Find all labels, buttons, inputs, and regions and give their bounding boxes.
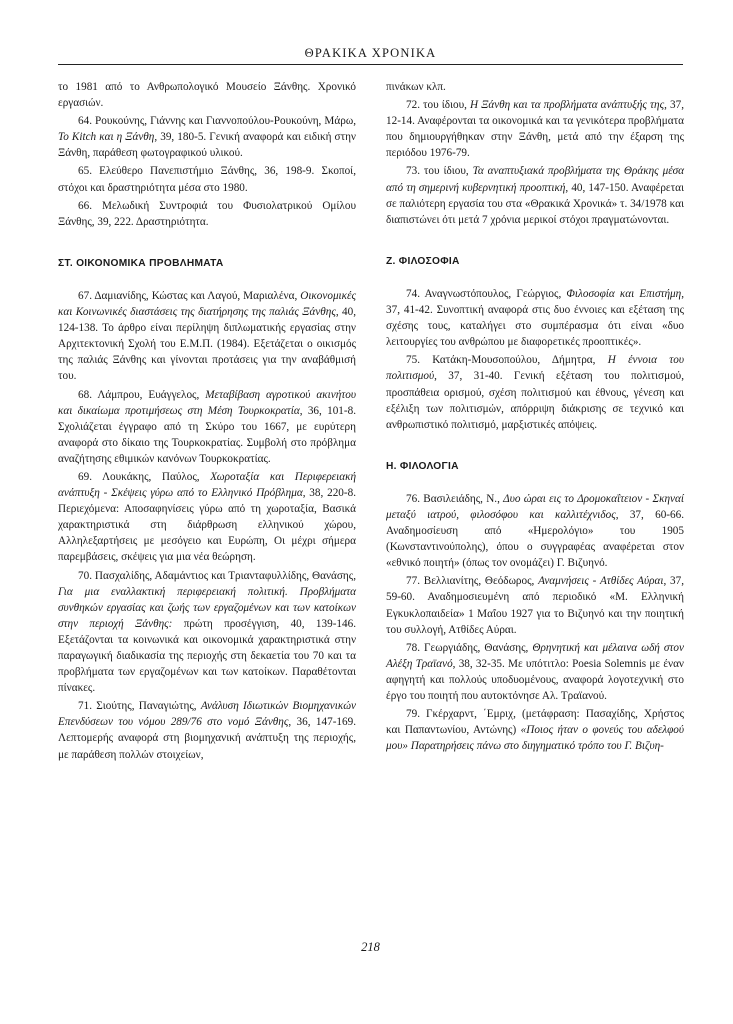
bibliography-entry [58, 568, 356, 697]
bibliography-entry [58, 288, 356, 385]
running-head: ΘΡΑΚΙΚΑ ΧΡΟΝΙΚΑ [304, 46, 437, 60]
entry-title: Δυο ώραι εις το Δρομοκαΐτειον - Σκηναί μεταξύ ιατρού, φιλοσόφου και καλλιτέχνιδος [386, 492, 684, 521]
entry-title: Το Kitch και η Ξάνθη [58, 131, 155, 144]
bibliography-entry [58, 469, 356, 566]
header-rule [58, 64, 683, 65]
entry-title: Χωροταξία και Περιφερειακή ανάπτυξη - Σκέψεις γύρω από το Ελληνικό Πρόβλημα [58, 470, 356, 500]
bibliography-entry [386, 706, 684, 754]
bibliography-entry [386, 163, 684, 227]
entry-title: Ανάλυση Ιδιωτικών Βιομηχανικών Επενδύσεων του νόμου 289/76 στο νομό Ξάνθης [58, 700, 356, 729]
entry-description: πρώτη προσέγγιση, 40, 139-146. Εξετάζονται τα κοινωνικά και οικονομικά χαρακτηριστικά στην παραγωγική διαδικασία της περιοχής στη δεκαετία του 70 και τα προβλήματα των εργαζομένων και των κατοίκων. Παραθέτονται πίνακες. [58, 617, 357, 695]
bibliography-entry [386, 640, 684, 704]
entry-author: 72. του ίδιου, [406, 99, 471, 112]
entry-title: Η Ξάνθη και τα προβλήματα ανάπτυξής της [470, 99, 665, 112]
entry-description: , 36, 101-8. Σχολιάζεται έγγραφο από τη Σκύρο του 1667, με ευρύτερη αναφορά στο δίκαιο της Τουρκοκρατίας. Συμβολή στο πρόβλημα αναζήτησης εθιμικών κανόνων Τουρκοκρατίας. [58, 404, 356, 465]
entry-author: 69. Λουκάκης, Παύλος, [78, 470, 211, 483]
right-column [386, 79, 684, 754]
bibliography-entry [58, 198, 356, 230]
entry-description: , 36, 147-169. Λεπτομερής αναφορά στη βιομηχανική ανάπτυξη της περιοχής, με παράθεση πολλών στοιχείων, [58, 716, 356, 761]
entry-author: 79. Γκέρχαρντ, ΄Εμριχ, (μετάφραση: Πασαχίδης, Χρήστος και Παπαντωνίου, Αντώνης) [386, 708, 684, 737]
bibliography-entry [386, 491, 684, 571]
bibliography-entry [386, 97, 684, 161]
entry-description: , 37, 41-42. Συνοπτική αναφορά στις δυο έννοιες και εξέταση της σχέσης τους, καταλήγει στο συμπέρασμα ότι είναι «δυο λειτουργίες του ανθρώπου με διαφορετικές προοπτικές». [386, 287, 684, 349]
entry-author: 70. Πασχαλίδης, Αδαμάντιος και Τριανταφυλλίδης, Θανάσης, [78, 569, 356, 582]
entry-description: , 37, 59-60. Αναδημοσιευμένη από περιοδικό «Μ. Ελληνική Εγκυκλοπαιδεία» 1 Μαΐου 1927 για το Βιζυηνό και την ποιητική του συλλογή, Ατθίδες Αύραι. [386, 575, 684, 636]
entry-description: , 38, 220-8. Περιεχόμενα: Αποσαφηνίσεις γύρω από τη χωροταξία, Βασικά χαρακτηριστικά στη διάρθρωση ελληνικού χώρου, Αλληλεξαρτήσεις με μεσόγειο και Ευρώπη, Οι μέχρι σήμερα παρεμβάσεις, σκέψεις για μια νέα θεώρηση. [58, 487, 356, 564]
page-number: 218 [361, 940, 380, 954]
entry-title: Η έννοια του πολιτισμού [386, 354, 684, 383]
bibliography-entry [58, 698, 356, 762]
bibliography-entry [386, 286, 684, 350]
entry-description: , 37, 12-14. Αναφέρονται τα οικονομικά και τα γενικότερα προβλήματα που δημιουργήθηκαν στην Ξάνθη, μετά από την έξαρση της περιόδου 1976-79. [386, 99, 684, 160]
entry-description: , 37, 31-40. Γενική εξέταση του πολιτισμού, προσπάθεια ορισμού, σχέση πολιτισμού και έθνους, γένεση και εξέλιξη των πολιτισμών, απόρριψη διάκρισης σε τεχνικό και ανθρωπιστικό πολιτισμό, μαρξιστικές απόψεις. [386, 370, 684, 431]
entry-description: , 40, 147-150. Αναφέρεται σε παλιότερη εργασία του στα «Θρακικά Χρονικά» τ. 34/1978 και διαπιστώνει ότι μετά 7 χρόνια μερικοί στόχοι πραγματώνονται. [386, 181, 684, 226]
bibliography-entry [58, 163, 356, 195]
entry-description: , 39, 180-5. Γενική αναφορά και ειδική στην Ξάνθη, παράθεση φωτογραφικού υλικού. [58, 131, 356, 160]
continued-text: το 1981 από το Ανθρωπολογικό Μουσείο Ξάνθης. Χρονικό εργασιών. [58, 81, 356, 110]
continued-text: πινάκων κλπ. [386, 81, 446, 93]
bibliography-entry [58, 113, 356, 161]
entry-description: , 40, 124-138. Το άρθρο είναι περίληψη διπλωματικής εργασίας στην Αρχιτεκτονική Σχολή του Ε.Μ.Π. (1984). Εξετάζεται ο οικισμός της παλιάς Ξάνθης και γίνονται προτάσεις για την αναβάθμισή του. [58, 306, 356, 383]
entry-title: Φιλοσοφία και Επιστήμη [566, 287, 682, 300]
entry-author: 64. Ρουκούνης, Γιάννης και Γιαννοπούλου-Ρουκούνη, Μάρω, [78, 115, 356, 128]
bibliography-entry [386, 573, 684, 637]
entry-description: , 38, 32-35. Με υπότιτλο: Poesia Solemnis με έναν αφηγητή και πολλούς υποδυομένους, αναφορά λογοτεχνική στο έργο του ποιητή που αυτοκτόνησε Αλ. Τραϊανού. [386, 657, 684, 702]
entry-author: 78. Γεωργιάδης, Θανάσης, [406, 641, 533, 654]
entry-title: Για μια εναλλακτική περιφερειακή πολιτική. Προβλήματα συνθηκών εργασίας και ζωής των εργαζομένων και των κατοίκων στην περιοχή Ξάνθης: [58, 585, 356, 630]
entry-title: Αναμνήσεις - Ατθίδες Αύραι [538, 575, 664, 588]
section-heading: Ζ. ΦΙΛΟΣΟΦΙΑ [386, 255, 460, 267]
entry-author: 68. Λάμπρου, Ευάγγελος, [78, 388, 206, 401]
entry-title: Τα αναπτυξιακά προβλήματα της Θράκης μέσα από τη σημερινή κυβερνητική προοπτική [386, 165, 684, 194]
section-heading: Η. ΦΙΛΟΛΟΓΙΑ [386, 460, 459, 472]
entry-title: Οικονομικές και Κοινωνικές διαστάσεις της διατήρησης της παλιάς Ξάνθης [58, 289, 356, 319]
entry-author: 65. Ελεύθερο Πανεπιστήμιο Ξάνθης, 36, 198-9. Σκοποί, στόχοι και δραστηριότητα μέσα στο 1980. [58, 165, 356, 194]
entry-title: «Ποιος ήταν ο φονεύς του αδελφού μου» Παρατηρήσεις πάνω στο διηγηματικό τρόπο του Γ. Βιζυη- [386, 724, 685, 753]
left-column [58, 79, 356, 763]
entry-author: 77. Βελλιανίτης, Θεόδωρος, [406, 575, 539, 588]
entry-author: 75. Κατάκη-Μουσοπούλου, Δήμητρα, [406, 354, 608, 367]
section-heading: ΣΤ. ΟΙΚΟΝΟΜΙΚΑ ΠΡΟΒΛΗΜΑΤΑ [58, 257, 224, 269]
entry-author: 73. του ίδιου, [406, 165, 473, 178]
entry-author: 71. Σιούτης, Παναγιώτης, [78, 700, 201, 713]
bibliography-entry [58, 387, 356, 467]
bibliography-entry [386, 352, 684, 432]
entry-author: 66. Μελωδική Συντροφιά του Φυσιολατρικού Ομίλου Ξάνθης, 39, 222. Δραστηριότητα. [58, 199, 356, 228]
entry-description: , 37, 60-66. Αναδημοσίευση από «Ημερολόγιο» του 1905 (Κωνσταντινούπολης), όπου ο συγγραφέας αναφέρεται στον «εθνικό ποιητή» (όπως τον ονομάζει) Γ. Βιζυηνό. [386, 508, 684, 570]
entry-author: 76. Βασιλειάδης, Ν., [406, 492, 504, 505]
entry-title: Μεταβίβαση αγροτικού ακινήτου και δικαίωμα προτιμήσεως στη Μέση Τουρκοκρατία [58, 388, 356, 417]
entry-author: 67. Δαμιανίδης, Κώστας και Λαγού, Μαριαλένα, [78, 289, 301, 302]
entry-title: Θρηνητική και μέλαινα ωδή στον Αλέξη Τραϊανό [386, 641, 684, 670]
entry-author: 74. Αναγνωστόπουλος, Γεώργιος, [406, 287, 567, 300]
